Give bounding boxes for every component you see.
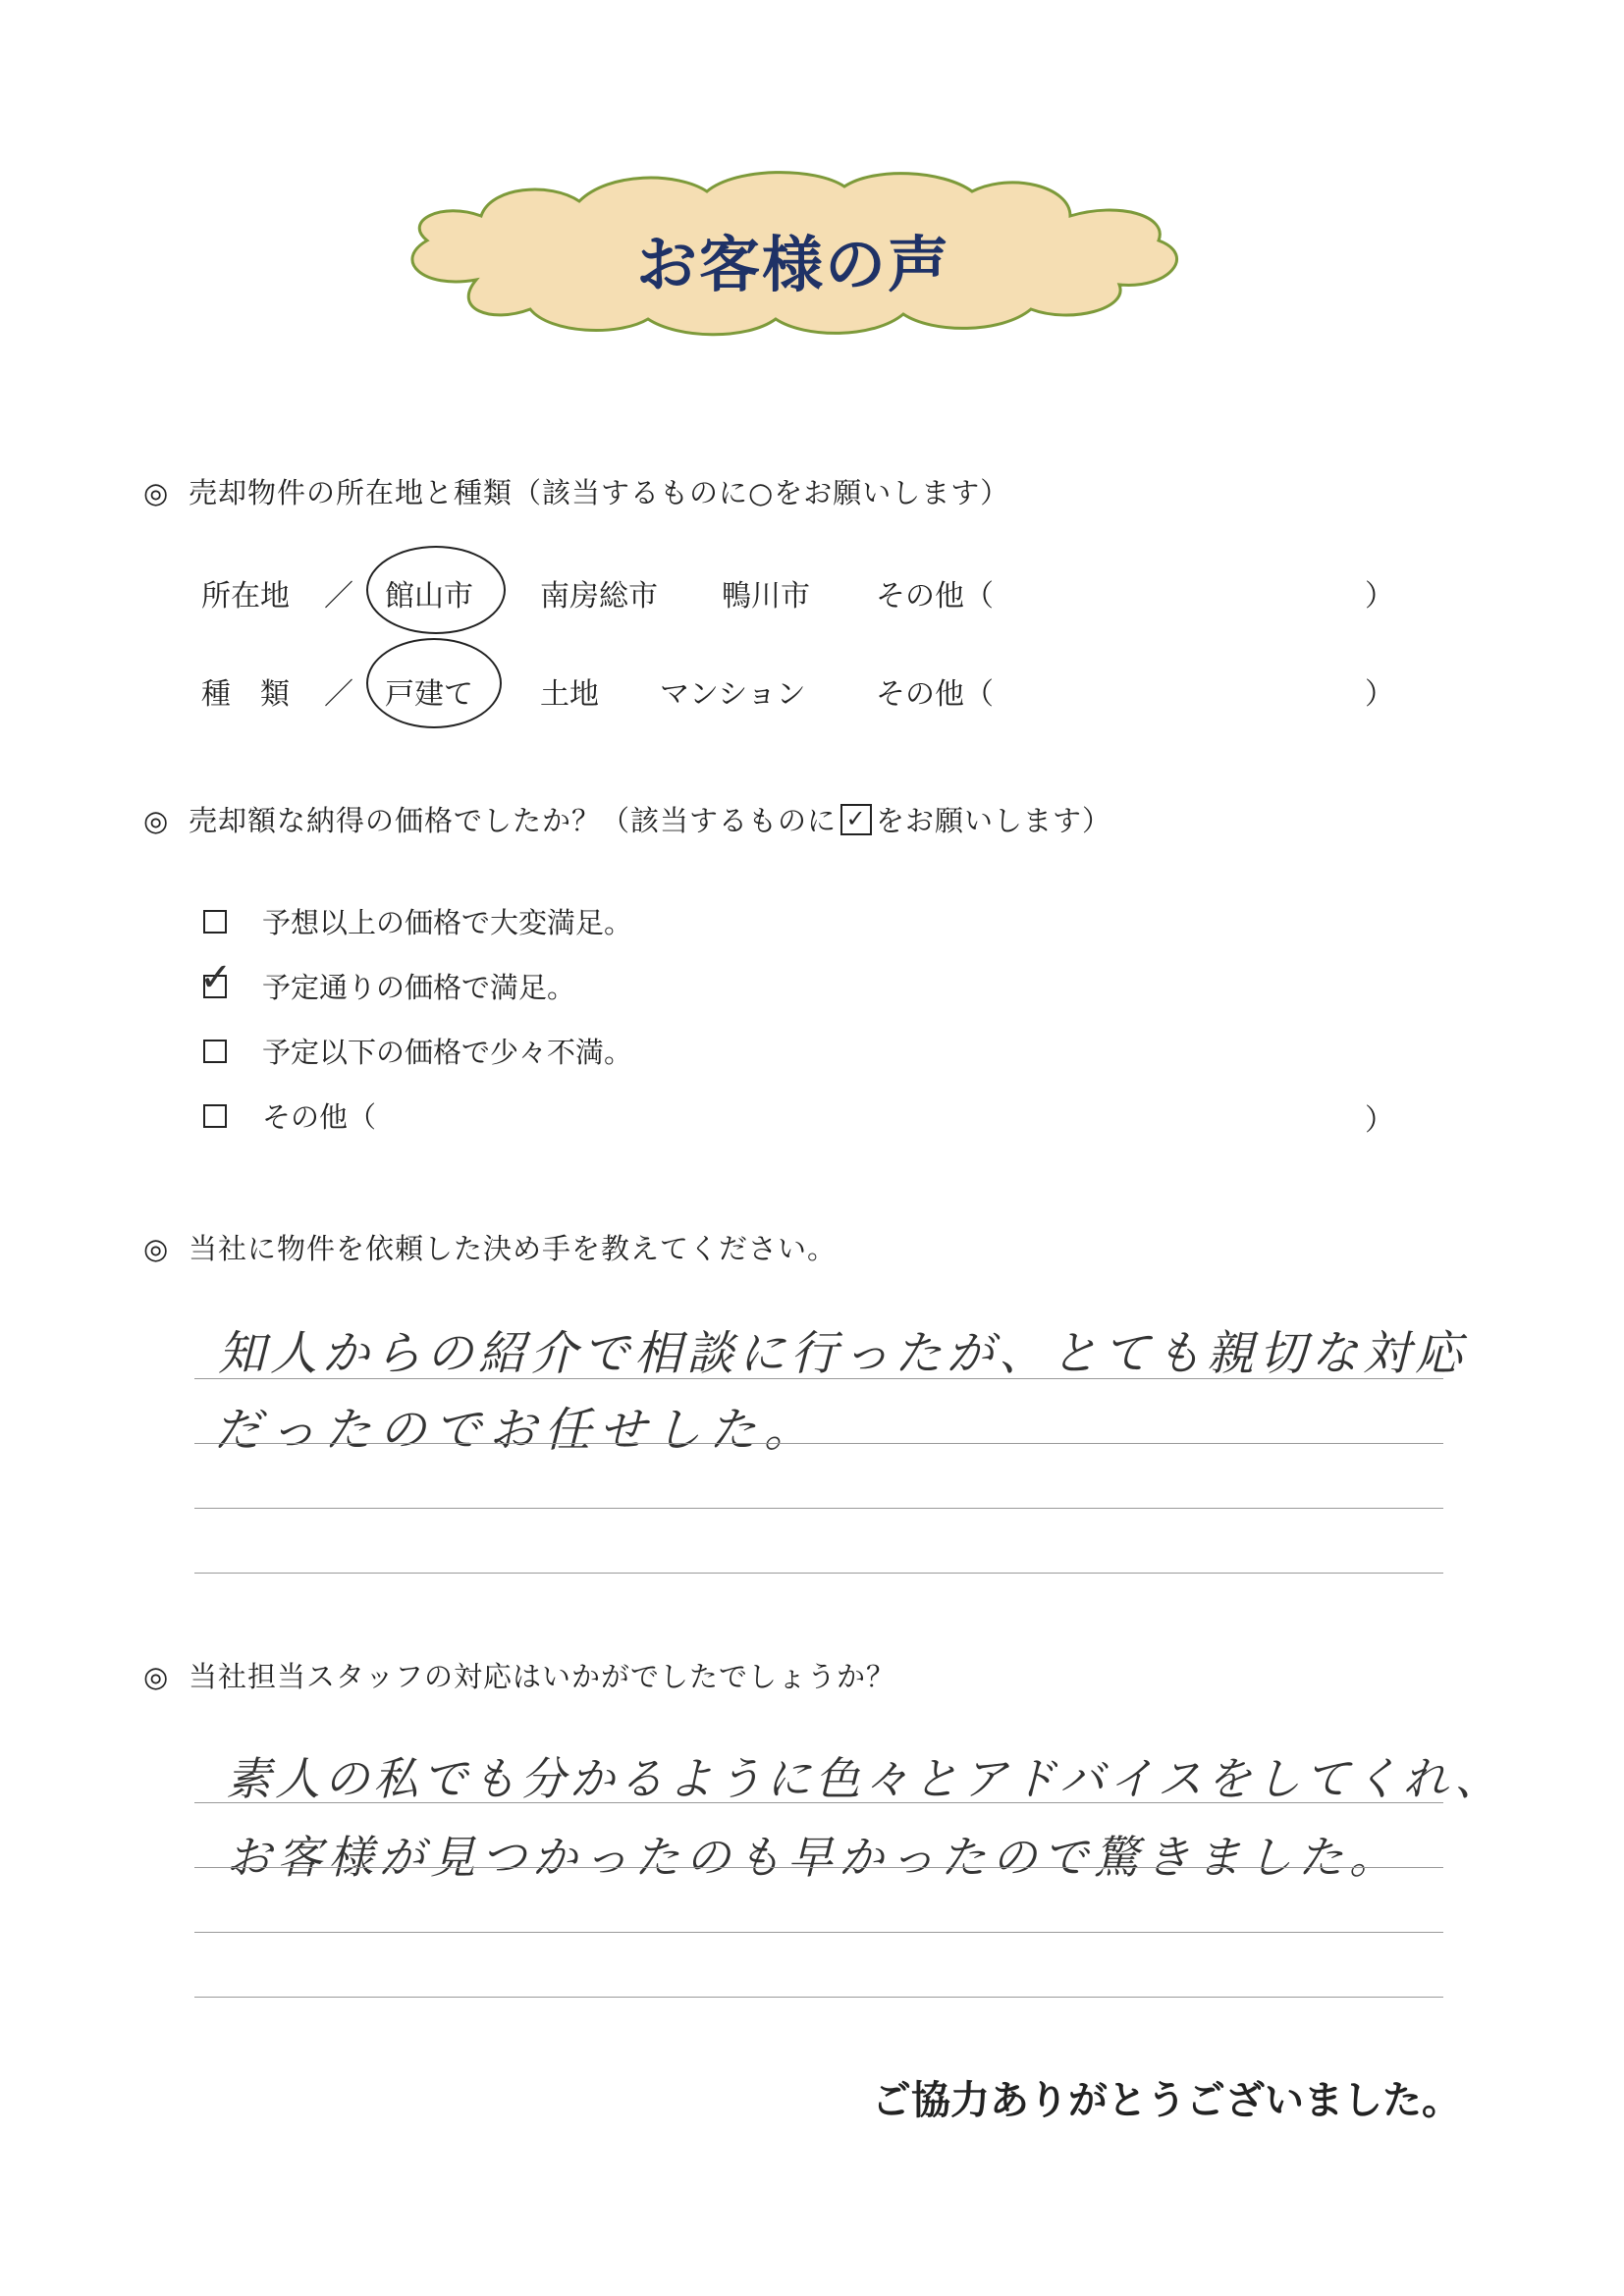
checkbox-icon[interactable]: [203, 1040, 227, 1063]
checkbox-icon[interactable]: [199, 955, 233, 1000]
location-option-tateyama[interactable]: 館山市: [385, 579, 473, 614]
checkbox-icon[interactable]: [203, 910, 227, 934]
type-label: 種 類: [201, 677, 290, 712]
location-separator: ／: [324, 579, 353, 614]
price-option-3-label: 予定以下の価格で少々不満。: [262, 1036, 633, 1069]
question-2-text-post: をお願いします）: [876, 804, 1112, 837]
location-option-minamiboso[interactable]: 南房総市: [540, 579, 658, 614]
answer-4-rule-4: [194, 1997, 1443, 1998]
answer-4-rule-1: [194, 1802, 1443, 1803]
answer-3-rule-4: [194, 1573, 1443, 1574]
answer-3-line-1: 知人からの紹介で相談に行ったが、とても親切な対応: [218, 1326, 1468, 1381]
answer-3-rule-1: [194, 1378, 1443, 1379]
answer-4-line-2: お客様が見つかったのも早かったので驚きました。: [226, 1831, 1400, 1884]
selected-type-circle: [366, 638, 502, 728]
price-other-close: ）: [1365, 1103, 1394, 1138]
double-circle-icon: ◎: [143, 804, 170, 837]
price-option-1[interactable]: [203, 901, 632, 941]
answer-4-rule-2: [194, 1867, 1443, 1868]
answer-3-rule-2: [194, 1443, 1443, 1444]
price-option-1-label: 予想以上の価格で大変満足。: [262, 906, 633, 939]
type-option-other[interactable]: その他（: [876, 677, 994, 712]
answer-4-line-1: 素人の私でも分かるように色々とアドバイスをしてくれ、: [226, 1752, 1504, 1805]
answer-3-rule-3: [194, 1508, 1443, 1509]
location-label: 所在地: [201, 579, 290, 614]
thanks-message: ご協力ありがとうございました。: [872, 2078, 1461, 2123]
location-other-close: ）: [1365, 579, 1394, 614]
price-option-2[interactable]: [199, 955, 576, 1006]
question-1-text: 売却物件の所在地と種類（該当するものに○をお願いします）: [189, 476, 1010, 509]
type-option-mansion[interactable]: マンション: [660, 677, 806, 712]
answer-3-line-2: だったのでお任せした。: [214, 1403, 820, 1458]
selected-location-circle: [366, 546, 506, 634]
price-option-2-label: 予定通りの価格で満足。: [262, 971, 576, 1004]
price-option-3[interactable]: [203, 1031, 632, 1071]
question-2-text-pre: 売却額な納得の価格でしたか？（該当するものに: [189, 804, 838, 837]
price-option-4-label: その他（: [262, 1100, 377, 1134]
question-3-text: 当社に物件を依頼した決め手を教えてください。: [189, 1232, 838, 1265]
question-3: [143, 1227, 837, 1267]
type-option-house[interactable]: 戸建て: [385, 677, 473, 712]
type-separator: ／: [324, 677, 353, 712]
question-1: [143, 471, 1009, 511]
question-4: [143, 1655, 895, 1695]
type-option-land[interactable]: 土地: [540, 677, 599, 712]
type-other-close: ）: [1365, 677, 1394, 712]
double-circle-icon: ◎: [143, 1232, 170, 1265]
double-circle-icon: ◎: [143, 1660, 170, 1693]
check-mark-icon: ✓: [199, 955, 233, 1000]
location-option-other[interactable]: その他（: [876, 579, 994, 614]
double-circle-icon: ◎: [143, 476, 170, 509]
question-4-text: 当社担当スタッフの対応はいかがでしたでしょうか？: [189, 1660, 896, 1693]
checkbox-icon[interactable]: [203, 1104, 227, 1128]
answer-4-rule-3: [194, 1932, 1443, 1933]
checkbox-icon: ✓: [840, 804, 872, 835]
location-option-kamogawa[interactable]: 鴨川市: [722, 579, 810, 614]
question-2: [143, 799, 1111, 839]
price-option-4[interactable]: [203, 1095, 376, 1136]
page-title: お客様の声: [636, 229, 951, 300]
